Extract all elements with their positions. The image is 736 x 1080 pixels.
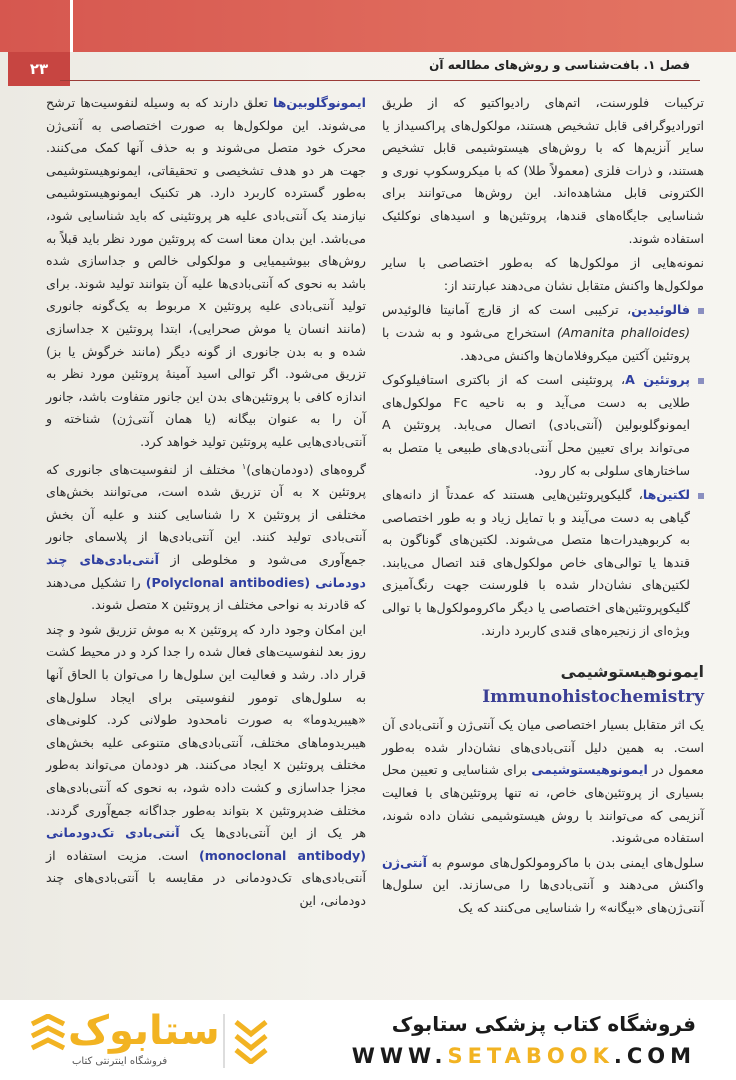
paragraph-text: برای شناسایی و تعیین محل بسیاری از پروتئین‌های خاص، نه تنها پروتئین‌های با فعالیت آنزیمی که می‌توانند با روش هیستوشیمی نشان داده شوند، استفاده می‌شوند. [382, 762, 704, 846]
logo-divider [223, 1014, 225, 1068]
paragraph: ترکیبات فلورسنت، اتم‌های رادیواکتیو که از طریق اتورادیوگرافی قابل تشخیص هستند، مولکول‌های پراکسیداز یا سایر آنزیم‌ها که با روش‌های هیستوشیمی قابل تشخیص هستند، و ذرات فلزی (معمولاً طلا) که با میکروسکوپ نوری و الکترونی قابل مشاهده‌اند. این روش‌ها می‌توانند برای شناسایی جایگاه‌های قندها، پروتئین‌ها و اسیدهای نوکلئیک استفاده شوند. [382, 95, 704, 246]
paragraph-text: سلول‌های ایمنی بدن با ماکرومولکول‌های موسوم به [431, 854, 705, 870]
left-column [46, 92, 366, 915]
section-heading [382, 660, 704, 710]
chevron-down-icon [234, 1016, 268, 1064]
paragraph-text: است. مزیت استفاده از آنتی‌بادی‌های تک‌دودمانی در مقایسه با آنتی‌بادی‌های چند دودمانی، این [46, 847, 366, 908]
right-column [382, 92, 704, 922]
chevron-logo-icon [28, 1014, 68, 1074]
paragraph [46, 92, 366, 454]
list-item [382, 299, 704, 367]
url-prefix: WWW. [351, 1044, 448, 1068]
url-suffix: .COM [613, 1044, 696, 1068]
bullet-square-icon [698, 308, 704, 314]
logo-tagline: فروشگاه اینترنتی کتاب [72, 1056, 168, 1067]
section-title-en: Immunohistochemistry [482, 687, 704, 708]
paragraph-text: را تشکیل می‌دهند که قادرند به نواحی مختلف از پروتئین x متصل شوند. [46, 574, 366, 613]
list-item [382, 484, 704, 642]
term-monoclonal: آنتی‌بادی تک‌دودمانی [46, 825, 180, 841]
store-logo[interactable] [28, 1008, 258, 1074]
url-brand: SETABOOK [447, 1044, 614, 1068]
paragraph-text: یک اثر متقابل بسیار اختصاصی میان یک آنتی‌ژن و آنتی‌بادی آن است. به همین دلیل آنتی‌بادی‌های نشان‌دار شده به‌طور معمول در [382, 717, 705, 778]
term-phalloidin: فالوئیدین [631, 302, 690, 318]
page-number: ۲۳ [8, 52, 70, 86]
paragraph-text: مختلف از لنفوسیت‌های جانوری که پروتئین x به آن تزریق شده است، می‌توانند بخش‌های مختلفی از پروتئین x را شناسایی کنند و علیه آن بخش آنتی‌بادی تولید کنند. این آنتی‌بادی‌ها از پلاسمای جانور جمع‌آوری می‌شود و مخلوطی از [46, 461, 367, 568]
latin-term: (monoclonal antibody) [199, 847, 366, 863]
list-item [382, 369, 704, 482]
term-lectins: لکتین‌ها [642, 487, 690, 503]
paragraph-text: واکنش می‌دهند و آنتی‌بادی‌ها را می‌سازند. این سلول‌ها آنتی‌ژن‌های «بیگانه» را شناسایی می‌کنند که یک [382, 877, 704, 915]
store-name: فروشگاه کتاب پزشکی ستابوک [391, 1012, 696, 1036]
header-divider [60, 80, 700, 81]
latin-name: (Amanita phalloides) [556, 324, 690, 340]
site-url-link[interactable] [352, 1044, 696, 1068]
term-immunohistochemistry: ایمونوهیستوشیمی [531, 762, 648, 778]
term-immunoglobulins: ایمونوگلوبین‌ها [272, 95, 366, 110]
latin-term: (Polyclonal antibodies) [145, 574, 311, 590]
chapter-title: فصل ۱. بافت‌شناسی و روش‌های مطالعه آن [429, 58, 690, 72]
paragraph [382, 714, 704, 850]
paragraph-text: ، پروتئینی است که از باکتری استافیلوکوک طلایی به دست می‌آید و به ناحیه Fc مولکول‌های ایمونوگلوبولین (آنتی‌بادی) اتصال می‌یابد. پروتئین A می‌تواند برای تعیین محل آنتی‌بادی‌های طبیعی یا متصل به ساختارهای سلولی به کار رود. [382, 372, 690, 478]
term-polyclonal: آنتی‌بادی‌های چند دودمانی [46, 552, 366, 590]
paragraph-text: استخراج می‌شود و به شدت با پروتئین آکتین میکروفلامان‌ها واکنش می‌دهد. [382, 324, 690, 363]
bullet-square-icon [698, 378, 704, 384]
paragraph: نمونه‌هایی از مولکول‌ها که به‌طور اختصاصی با سایر مولکول‌ها واکنش متقابل نشان می‌دهند عبارتند از: [382, 255, 704, 293]
bullet-square-icon [698, 493, 704, 499]
logo-brand: ستابوک [68, 1008, 220, 1054]
paragraph-text: ، گلیکوپروتئین‌هایی هستند که عمدتاً از دانه‌های گیاهی به دست می‌آیند و با تمایل زیاد و به طور اختصاصی به کربوهیدرات‌ها متصل می‌شوند. لکتین‌های گوناگون به قندها یا توالی‌های خاص مولکول‌های قند اتصال می‌یابند. لکتین‌های نشان‌دار شده با فلورسنت جهت رنگ‌آمیزی گلیکوپروتئین‌های اختصاصی یا دیگر ماکرومولکول‌ها با توالی ویژه‌ای از زنجیره‌های قندی کاربرد دارند. [382, 487, 690, 638]
chapter-color-band [0, 0, 736, 52]
term-antigen: آنتی‌ژن [382, 854, 427, 870]
paragraph [46, 456, 366, 617]
paragraph-text: این امکان وجود دارد که پروتئین x به موش تزریق شود و چند روز بعد لنفوسیت‌های فعال شده را جدا کرد و در محیط کشت قرار داد. رشد و فعالیت این سلول‌ها را می‌توان با الحاق آنها به سلول‌های تومور لنفوسیتی برای ایجاد سلول‌های «هیبریدوما» به صورت نامحدود طولانی کرد. کلونی‌های هیبریدوماهای مختلف، آنتی‌بادی‌های متنوعی علیه بخش‌های مختلف پروتئین x ایجاد می‌کنند. هر دودمان می‌تواند به‌طور مجزا جداسازی و کشت داده شود، به نحوی که آنتی‌بادی‌های مختلف ضدپروتئین x بتواند به‌طور جداگانه جمع‌آوری گردند. هر یک از این آنتی‌بادی‌ها یک [46, 621, 366, 841]
paragraph-text: ، ترکیبی است که از قارچ آمانیتا فالوئیدس [382, 302, 632, 318]
paragraph-text: گروه‌های (دودمان‌های) [246, 461, 366, 477]
paragraph [382, 852, 704, 920]
section-title-fa: ایمونوهیستوشیمی [560, 663, 704, 682]
footer-banner [0, 1000, 736, 1080]
paragraph-text: تعلق دارند که به وسیله لنفوسیت‌ها ترشح می‌شوند. این مولکول‌ها به صورت اختصاصی به آنتی‌ژن محرک خود متصل می‌شوند و به حذف آنها کمک می‌کنند. جهت هر دو هدف تشخیصی و تحقیقاتی، ایمونوهیستوشیمی به‌طور گسترده کاربرد دارد. هر تکنیک ایمونوهیستوشیمی نیازمند یک آنتی‌بادی علیه هر پروتئینی که باید شناسایی شود، می‌باشد. این بدان معنا است که پروتئین مورد نظر باید قبلاً به روش‌های بیوشیمیایی و مولکولی خالص و جداسازی شده باشد به نحوی که آنتی‌بادی‌ها علیه آن بتوانند تولید شوند. برای تولید آنتی‌بادی علیه پروتئین x مربوط به یک‌گونه جانوری (مانند انسان یا موش صحرایی)، ابتدا پروتئین x جداسازی شده و به بدن جانوری از گونه دیگر (مانند خرگوش یا بز) تزریق می‌شود. اگر توالی اسید آمینهٔ پروتئین مورد نظر به اندازه کافی با پروتئین‌های بدن این جانور متفاوت باشد، جانور آن را به عنوان بیگانه (یا همان آنتی‌ژن) شناخته و آنتی‌بادی‌هایی علیه پروتئین تولید خواهد کرد. [46, 95, 366, 449]
paragraph [46, 619, 366, 913]
term-protein-a: پروتئین A [625, 372, 690, 388]
footnote-marker: ۱ [241, 461, 247, 471]
